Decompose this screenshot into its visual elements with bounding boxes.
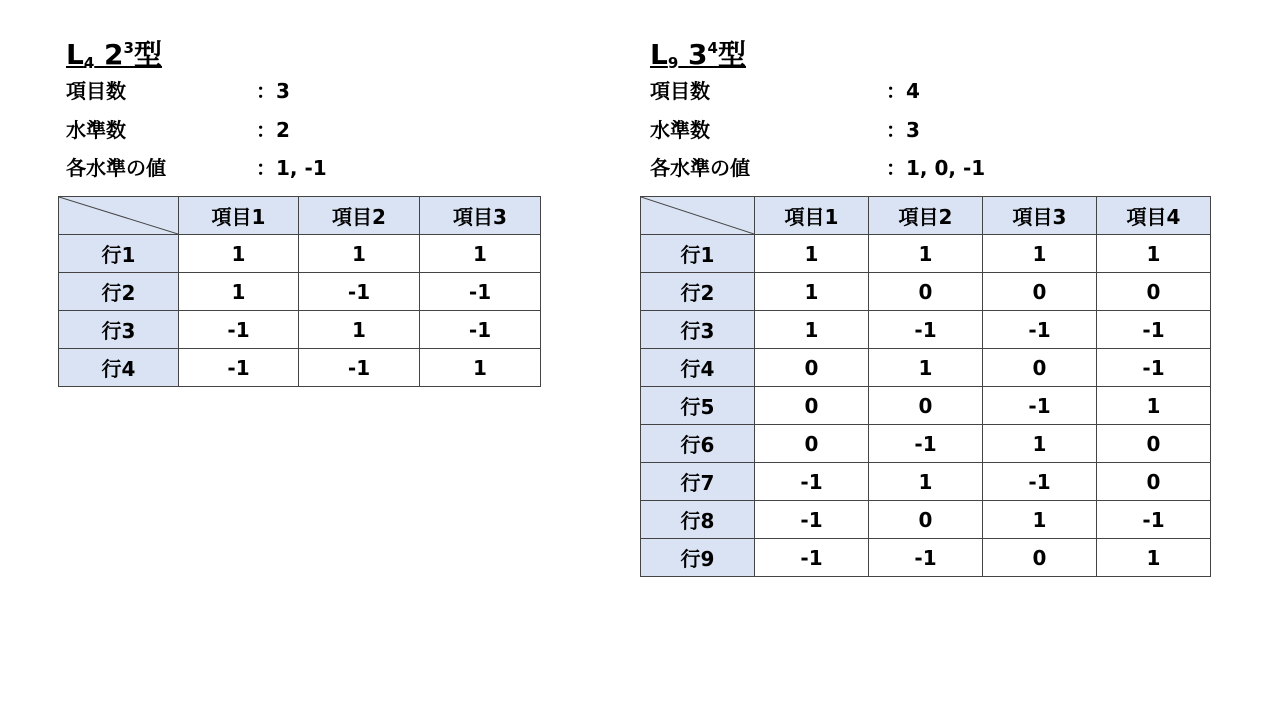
column-header: 項目1 <box>179 197 299 235</box>
title-superscript: 3 <box>123 39 134 57</box>
diagonal-line <box>641 197 754 234</box>
column-header: 項目3 <box>983 197 1097 235</box>
table-cell: 0 <box>869 273 983 311</box>
column-header: 項目1 <box>755 197 869 235</box>
table-cell: -1 <box>755 463 869 501</box>
column-header: 項目2 <box>299 197 420 235</box>
table-cell: 1 <box>755 273 869 311</box>
table-cell: -1 <box>179 349 299 387</box>
table-cell: 0 <box>755 425 869 463</box>
title-base: 2 <box>104 38 124 71</box>
table-row <box>641 235 1211 273</box>
table-cell: -1 <box>869 311 983 349</box>
table-row <box>641 425 1211 463</box>
left-title <box>66 28 162 83</box>
table-cell: 1 <box>1097 235 1211 273</box>
table-cell: 0 <box>1097 463 1211 501</box>
info-label: 水準数 <box>66 118 126 142</box>
info-row <box>66 79 290 103</box>
table-cell: 1 <box>755 311 869 349</box>
left-table <box>58 196 541 387</box>
table-cell: 0 <box>983 273 1097 311</box>
table-cell: 1 <box>179 273 299 311</box>
table-cell: 1 <box>983 501 1097 539</box>
table-row <box>641 349 1211 387</box>
corner-cell <box>641 197 755 235</box>
info-value: ：1, 0, -1 <box>886 156 986 180</box>
row-header: 行6 <box>641 425 755 463</box>
title-base: 3 <box>688 38 708 71</box>
table-cell: 0 <box>1097 425 1211 463</box>
title-suffix: 型 <box>717 38 746 71</box>
title-main: L <box>66 38 84 71</box>
row-header: 行3 <box>59 311 179 349</box>
info-value: ：3 <box>256 79 290 103</box>
table-cell: -1 <box>299 349 420 387</box>
table-cell: 0 <box>755 349 869 387</box>
table-row <box>641 387 1211 425</box>
header-row <box>641 197 1211 235</box>
table-cell: -1 <box>1097 501 1211 539</box>
title-subscript: 4 <box>83 54 95 72</box>
info-label: 水準数 <box>650 118 710 142</box>
row-header: 行4 <box>59 349 179 387</box>
title-subscript: 9 <box>667 54 679 72</box>
info-value: ：4 <box>886 79 920 103</box>
right-table <box>640 196 1211 577</box>
info-row <box>66 156 327 180</box>
table-row <box>59 273 541 311</box>
header-row <box>59 197 541 235</box>
table-cell: 1 <box>179 235 299 273</box>
table-cell: -1 <box>420 273 541 311</box>
row-header: 行4 <box>641 349 755 387</box>
info-row <box>650 79 920 103</box>
table-cell: 1 <box>420 235 541 273</box>
info-value: ：3 <box>886 118 920 142</box>
table-cell: 0 <box>869 501 983 539</box>
row-header: 行8 <box>641 501 755 539</box>
table-cell: 1 <box>983 235 1097 273</box>
row-header: 行1 <box>641 235 755 273</box>
table-cell: 1 <box>869 349 983 387</box>
info-label: 各水準の値 <box>66 156 166 180</box>
table-cell: 1 <box>299 311 420 349</box>
table-cell: 1 <box>299 235 420 273</box>
table-cell: -1 <box>983 311 1097 349</box>
info-label: 項目数 <box>66 79 126 103</box>
info-value: ：2 <box>256 118 290 142</box>
table-cell: -1 <box>299 273 420 311</box>
table-cell: 1 <box>869 235 983 273</box>
table-cell: 1 <box>869 463 983 501</box>
info-row <box>66 118 290 142</box>
table-row <box>641 311 1211 349</box>
table-cell: 0 <box>983 349 1097 387</box>
info-label: 項目数 <box>650 79 710 103</box>
title-main: L <box>650 38 668 71</box>
table-cell: -1 <box>755 501 869 539</box>
table-cell: -1 <box>755 539 869 577</box>
table-cell: -1 <box>983 387 1097 425</box>
row-header: 行9 <box>641 539 755 577</box>
row-header: 行1 <box>59 235 179 273</box>
table-cell: -1 <box>869 539 983 577</box>
title-superscript: 4 <box>707 39 718 57</box>
table-cell: -1 <box>1097 311 1211 349</box>
row-header: 行2 <box>59 273 179 311</box>
diagonal-line <box>59 197 178 234</box>
table-row <box>59 311 541 349</box>
info-row <box>650 156 986 180</box>
table-cell: 1 <box>1097 539 1211 577</box>
table-cell: 1 <box>420 349 541 387</box>
table-row <box>59 235 541 273</box>
table-cell: -1 <box>869 425 983 463</box>
column-header: 項目2 <box>869 197 983 235</box>
table-cell: 0 <box>869 387 983 425</box>
info-label: 各水準の値 <box>650 156 750 180</box>
info-row <box>650 118 920 142</box>
corner-cell <box>59 197 179 235</box>
table-cell: 0 <box>983 539 1097 577</box>
table-cell: -1 <box>1097 349 1211 387</box>
row-header: 行7 <box>641 463 755 501</box>
table-cell: -1 <box>420 311 541 349</box>
table-cell: -1 <box>179 311 299 349</box>
table-row <box>641 539 1211 577</box>
table-cell: 0 <box>1097 273 1211 311</box>
info-value: ：1, -1 <box>256 156 327 180</box>
row-header: 行5 <box>641 387 755 425</box>
table-cell: 1 <box>1097 387 1211 425</box>
table-row <box>641 501 1211 539</box>
column-header: 項目4 <box>1097 197 1211 235</box>
row-header: 行3 <box>641 311 755 349</box>
table-row <box>641 273 1211 311</box>
table-cell: 1 <box>983 425 1097 463</box>
column-header: 項目3 <box>420 197 541 235</box>
row-header: 行2 <box>641 273 755 311</box>
table-cell: -1 <box>983 463 1097 501</box>
table-cell: 1 <box>755 235 869 273</box>
table-cell: 0 <box>755 387 869 425</box>
table-row <box>59 349 541 387</box>
right-title <box>650 28 746 83</box>
title-suffix: 型 <box>133 38 162 71</box>
table-row <box>641 463 1211 501</box>
